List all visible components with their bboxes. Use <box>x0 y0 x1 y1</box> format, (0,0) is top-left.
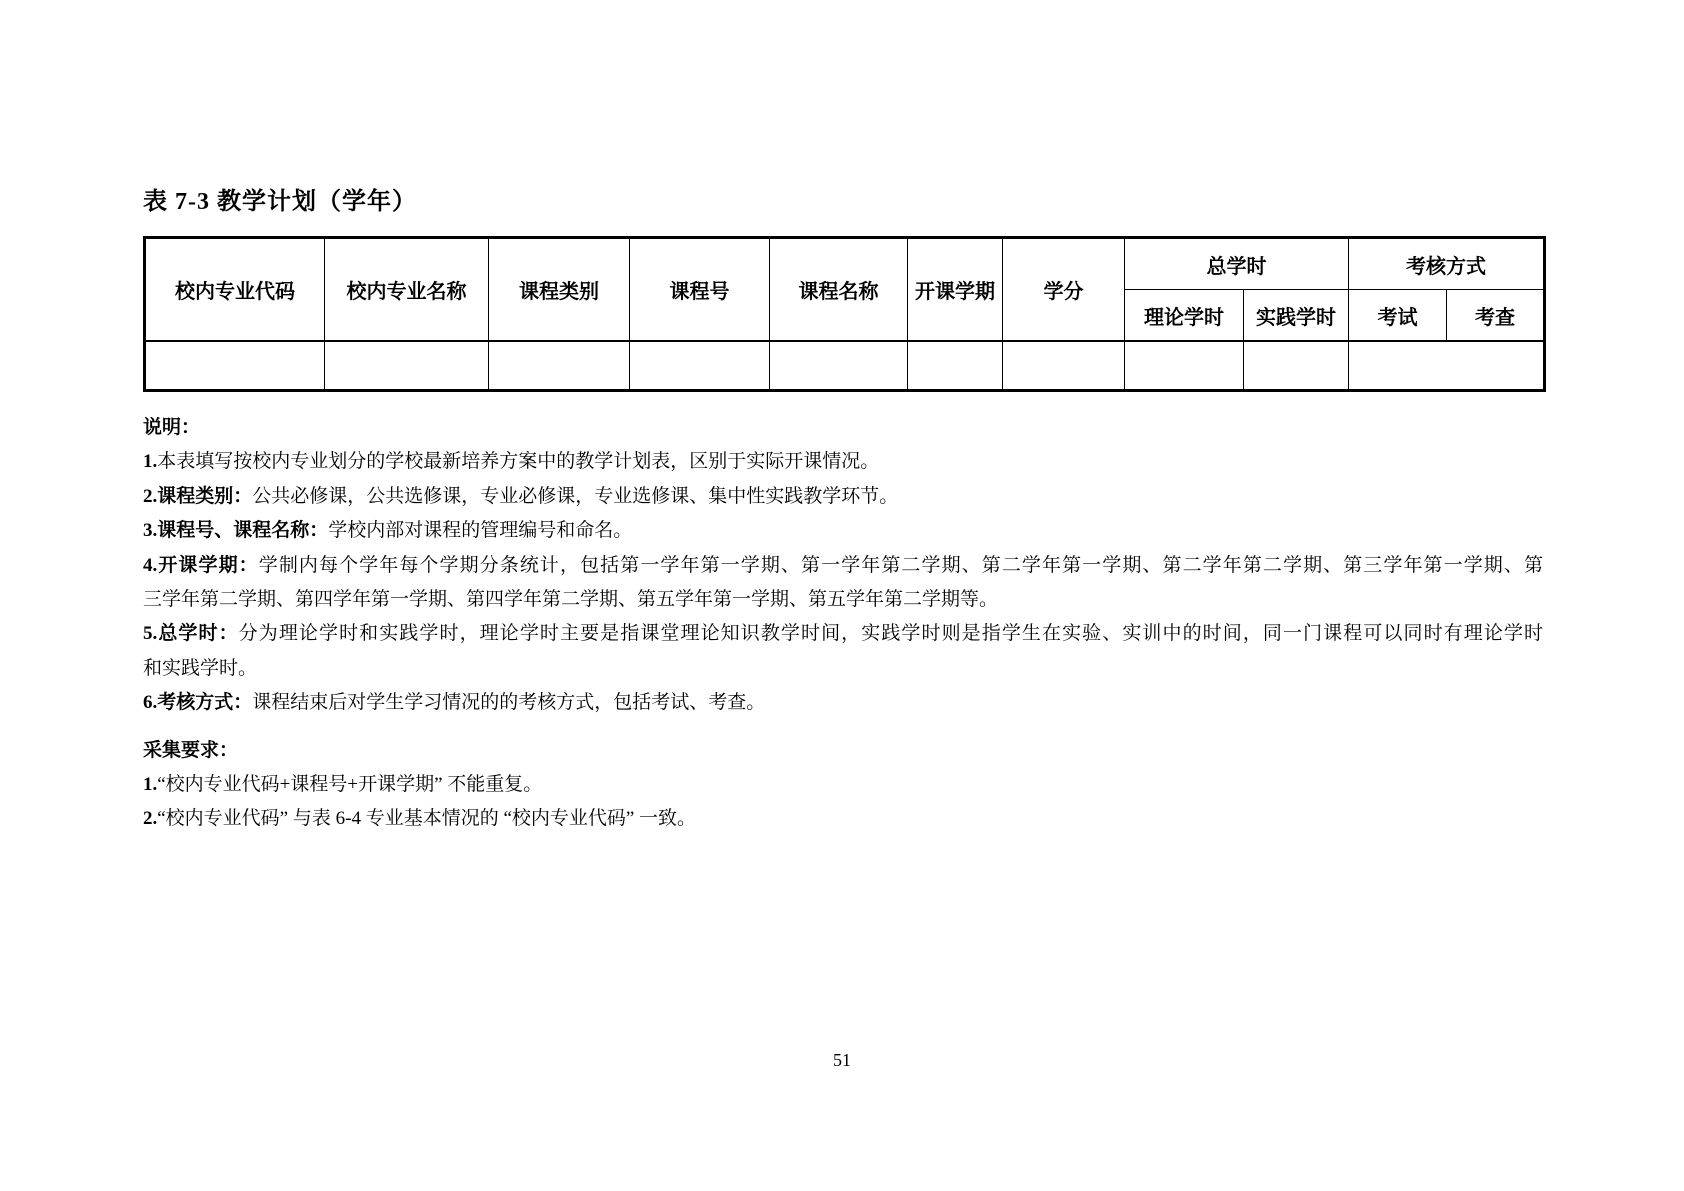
empty-cell <box>630 341 770 391</box>
note-line <box>143 445 1543 479</box>
header-cell-practice-hours: 实践学时 <box>1244 290 1349 342</box>
requirements-heading: 采集要求： <box>143 739 239 761</box>
note-label: 4.开课学期： <box>143 554 259 576</box>
note-text: 本表填写按校内专业划分的学校最新培养方案中的教学计划表，区别于实际开课情况。 <box>157 451 880 473</box>
note-line <box>143 514 1543 548</box>
note-line <box>143 802 1543 836</box>
requirements-lines <box>143 768 1543 837</box>
note-line <box>143 480 1543 514</box>
note-label: 3.课程号、课程名称： <box>143 520 329 542</box>
header-cell-major-code: 校内专业代码 <box>145 238 325 342</box>
empty-cell <box>908 341 1003 391</box>
note-text: “校内专业代码+课程号+开课学期” 不能重复。 <box>157 773 543 795</box>
empty-cell <box>1003 341 1125 391</box>
empty-cell <box>1349 341 1545 391</box>
note-text: 学制内每个学年每个学期分条统计，包括第一学年第一学期、第一学年第二学期、第二学年第一学期、第二学年第二学期、第三学年第一学期、第 <box>258 554 1543 576</box>
explanation-lines <box>143 445 1543 720</box>
note-label: 6.考核方式： <box>143 692 253 714</box>
note-text: “校内专业代码” 与表 6-4 专业基本情况的 “校内专业代码” 一致。 <box>157 808 697 830</box>
header-group-total-hours: 总学时 <box>1125 238 1349 290</box>
note-label: 2.课程类别： <box>143 485 253 507</box>
empty-cell <box>770 341 908 391</box>
explanation-heading: 说明： <box>143 417 201 438</box>
note-line <box>143 583 1543 617</box>
header-cell-major-name: 校内专业名称 <box>325 238 489 342</box>
header-cell-course-name: 课程名称 <box>770 238 908 342</box>
header-cell-assessment-check: 考查 <box>1447 290 1545 342</box>
note-line <box>143 768 1543 802</box>
teaching-plan-table <box>143 236 1546 392</box>
header-cell-credits: 学分 <box>1003 238 1125 342</box>
table-row <box>145 341 1545 391</box>
note-line <box>143 652 1543 686</box>
note-label: 1. <box>143 451 158 473</box>
header-group-assessment: 考核方式 <box>1349 238 1545 290</box>
note-line <box>143 686 1543 720</box>
header-cell-semester: 开课学期 <box>908 238 1003 342</box>
header-row-1 <box>145 238 1545 290</box>
note-line <box>143 549 1543 583</box>
empty-cell <box>325 341 489 391</box>
page-number: 51 <box>833 1050 851 1070</box>
note-text: 课程结束后对学生学习情况的的考核方式，包括考试、考查。 <box>252 692 766 714</box>
header-cell-theory-hours: 理论学时 <box>1125 290 1244 342</box>
note-label: 1. <box>143 773 158 795</box>
note-label: 5.总学时： <box>143 623 239 645</box>
header-cell-exam: 考试 <box>1349 290 1447 342</box>
header-cell-course-number: 课程号 <box>630 238 770 342</box>
note-text: 公共必修课，公共选修课，专业必修课，专业选修课、集中性实践教学环节。 <box>252 485 899 507</box>
note-line <box>143 617 1543 651</box>
notes-section <box>143 411 1543 837</box>
empty-cell <box>145 341 325 391</box>
note-label: 2. <box>143 808 158 830</box>
table-title: 表 7-3 教学计划（学年） <box>143 189 417 215</box>
note-text: 和实践学时。 <box>143 657 258 679</box>
empty-cell <box>1244 341 1349 391</box>
document-content <box>143 186 1543 837</box>
note-text: 三学年第二学期、第四学年第一学期、第四学年第二学期、第五学年第一学期、第五学年第二学期等。 <box>143 588 999 610</box>
header-cell-course-category: 课程类别 <box>489 238 630 342</box>
requirements-section <box>143 734 1543 837</box>
empty-cell <box>489 341 630 391</box>
note-text: 学校内部对课程的管理编号和命名。 <box>328 520 633 542</box>
note-text: 分为理论学时和实践学时，理论学时主要是指课堂理论知识教学时间，实践学时则是指学生在实验、实训中的时间，同一门课程可以同时有理论学时 <box>238 623 1543 645</box>
empty-cell <box>1125 341 1244 391</box>
